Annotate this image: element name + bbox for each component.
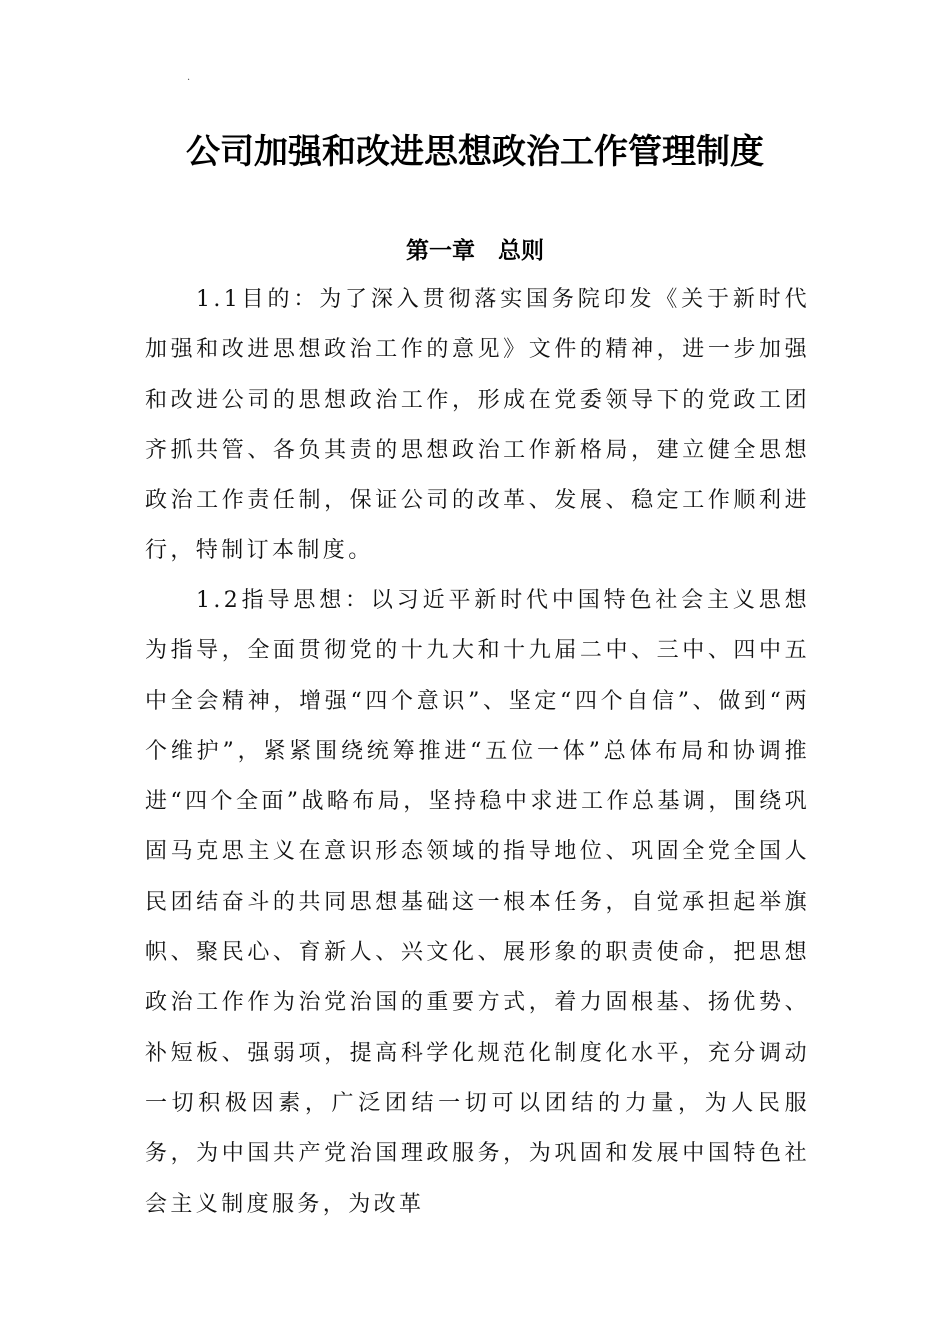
paragraph-purpose: 1.1目的：为了深入贯彻落实国务院印发《关于新时代加强和改进思想政治工作的意见》文件的精神，进一步加强和改进公司的思想政治工作，形成在党委领导下的党政工团齐抓共管、各负其责的思想政治工作新格局，建立健全思想政治工作责任制，保证公司的改革、发展、稳定工作顺利进行，特制订本制度。 [145, 287, 810, 564]
paragraph-guiding-thought: 1.2指导思想：以习近平新时代中国特色社会主义思想为指导，全面贯彻党的十九大和十九届二中、三中、四中五中全会精神，增强“四个意识”、坚定“四个自信”、做到“两个维护”，紧紧围绕统筹推进“五位一体”总体布局和协调推进“四个全面”战略布局，坚持稳中求进工作总基调，围绕巩固马克思主义在意识形态领域的指导地位、巩固全党全国人民团结奋斗的共同思想基础这一根本任务，自觉承担起举旗帜、聚民心、育新人、兴文化、展形象的职责使命，把思想政治工作作为治党治国的重要方式，着力固根基、扬优势、补短板、强弱项，提高科学化规范化制度化水平，充分调动一切积极因素，广泛团结一切可以团结的力量，为人民服务，为中国共产党治国理政服务，为巩固和发展中国特色社会主义制度服务，为改革 [145, 588, 810, 1217]
chapter-heading: 第一章 总则 [406, 238, 544, 264]
page-dot-mark: · [187, 75, 191, 86]
document-title: 公司加强和改进思想政治工作管理制度 [186, 132, 764, 172]
